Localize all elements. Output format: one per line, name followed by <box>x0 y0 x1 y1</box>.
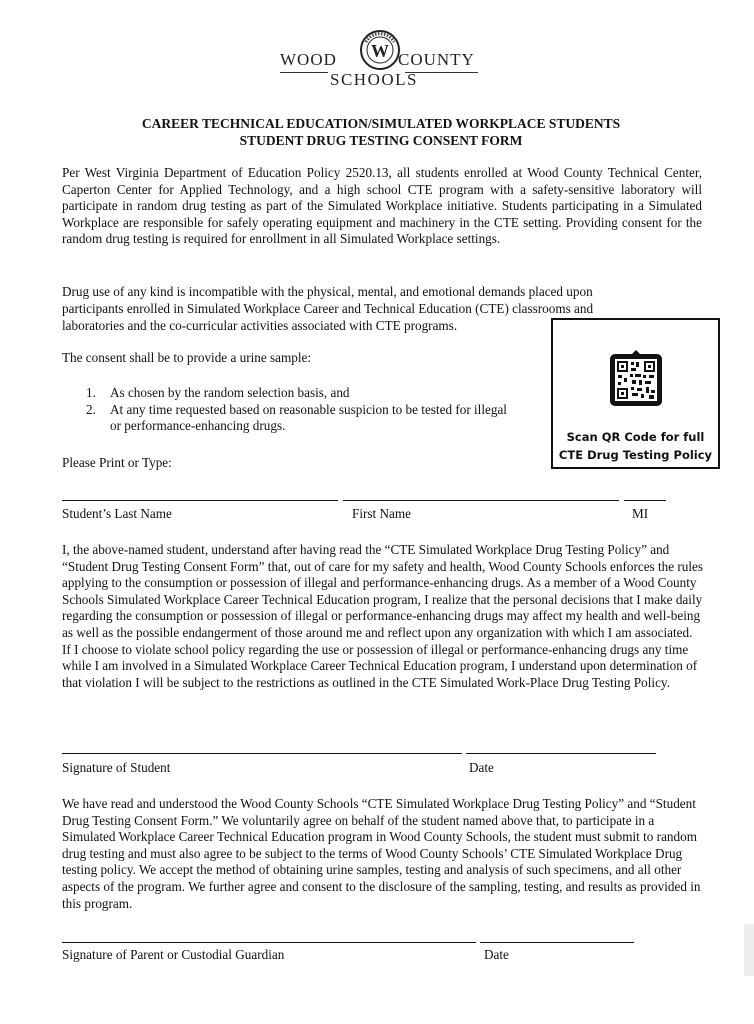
logo-wood: WOOD <box>280 50 337 69</box>
first-name-field[interactable] <box>343 500 619 501</box>
list-item-number: 2. <box>86 401 96 417</box>
last-name-label: Student’s Last Name <box>62 506 172 521</box>
form-title-line-2: STUDENT DRUG TESTING CONSENT FORM <box>239 133 523 148</box>
parent-signature-label: Signature of Parent or Custodial Guardian <box>62 947 285 962</box>
qr-caption-line-2: CTE Drug Testing Policy <box>558 448 713 462</box>
qr-caption-line-1: Scan QR Code for full <box>566 430 705 444</box>
intro-paragraph: Per West Virginia Department of Education Policy 2520.13, all students enrolled at Wood County Technical Center, Caperton Center for Applied Technology, and a high school CTE program with a safety-sensitive laboratory will participate in random drug testing as part of the Simulated Workplace initiative. Students participating in a Simulated Workplace are responsible for safely operating equipment and machinery in the CTE setting. Providing consent for the random drug testing is required for enrollment in all Simulated Workplace settings. <box>62 165 702 247</box>
print-prompt: Please Print or Type: <box>62 455 172 470</box>
parent-signature-field[interactable] <box>62 942 476 943</box>
list-item-text: At any time requested based on reasonable suspicion to be tested for illegal or performance-enhancing drugs. <box>110 401 507 434</box>
list-item <box>86 385 546 402</box>
middle-initial-label: MI <box>632 506 649 521</box>
qr-code-box <box>551 318 720 469</box>
qr-caption <box>553 428 718 464</box>
parent-date-field[interactable] <box>480 942 634 943</box>
student-signature-field[interactable] <box>62 753 462 754</box>
student-date-label: Date <box>469 760 494 775</box>
seal-icon <box>360 30 400 70</box>
student-signature-label: Signature of Student <box>62 760 171 775</box>
drug-use-line-1: Drug use of any kind is incompatible with the physical, mental, and emotional demands placed upon <box>62 284 593 299</box>
drug-use-line-3: laboratories and the co-curricular activities associated with CTE programs. <box>62 318 458 333</box>
first-name-label: First Name <box>352 506 411 521</box>
parent-date-label: Date <box>484 947 509 962</box>
wood-county-schools-logo <box>280 28 480 94</box>
page-edge-mark <box>744 924 754 976</box>
parent-statement: We have read and understood the Wood County Schools “CTE Simulated Workplace Drug Testing Policy” and “Student Drug Testing Consent Form.” We voluntarily agree on behalf of the student named above that, to participate in a Simulated Workplace Career Technical Education program in Wood County Schools, the student must submit to random drug testing and must also agree to be subject to the terms of Wood County Schools’ CTE Simulated Workplace Drug testing policy. We accept the method of obtaining urine samples, testing and analysis of such specimens, and all other aspects of the program. We further agree and consent to the disclosure of the sampling, testing, and results as provided in this program. <box>62 796 701 911</box>
student-statement: I, the above-named student, understand after having read the “CTE Simulated Workplace Drug Testing Policy” and “Student Drug Testing Consent Form” that, out of care for my safety and health, Wood County Schools enforces the rules applying to the consumption or possession of illegal and performance-enhancing drugs. As a member of a Wood County Schools Simulated Workplace Career Technical Education program, I realize that the personal decisions that I make daily regarding the consumption or possession of illegal or performance-enhancing drugs may affect my health and well-being as well as the possible endangerment of those around me and reflect upon any organization with which I am associated. If I choose to violate school policy regarding the use or possession of illegal or performance-enhancing drugs any time while I am involved in a Simulated Workplace Career Technical Education program, I understand upon determination of that violation I will be subject to the restrictions as outlined in the CTE Simulated Work-Place Drug Testing Policy. <box>62 542 704 690</box>
logo-schools: SCHOOLS <box>330 70 418 89</box>
consent-lead: The consent shall be to provide a urine sample: <box>62 350 312 365</box>
logo-rule-left <box>280 72 328 73</box>
seal-letter: W <box>371 41 389 61</box>
list-item-text: As chosen by the random selection basis, and <box>110 385 350 400</box>
middle-initial-field[interactable] <box>624 500 666 501</box>
list-item-number: 1. <box>86 385 96 400</box>
consent-list <box>86 385 546 435</box>
logo-county: COUNTY <box>398 50 475 69</box>
list-item <box>86 402 516 435</box>
form-title-line-1: CAREER TECHNICAL EDUCATION/SIMULATED WORKPLACE STUDENTS <box>141 116 621 131</box>
drug-use-line-2: participants enrolled in Simulated Workplace Career and Technical Education (CTE) classrooms and <box>62 301 594 316</box>
qr-code-icon[interactable] <box>610 350 662 406</box>
student-date-field[interactable] <box>466 753 656 754</box>
last-name-field[interactable] <box>62 500 338 501</box>
